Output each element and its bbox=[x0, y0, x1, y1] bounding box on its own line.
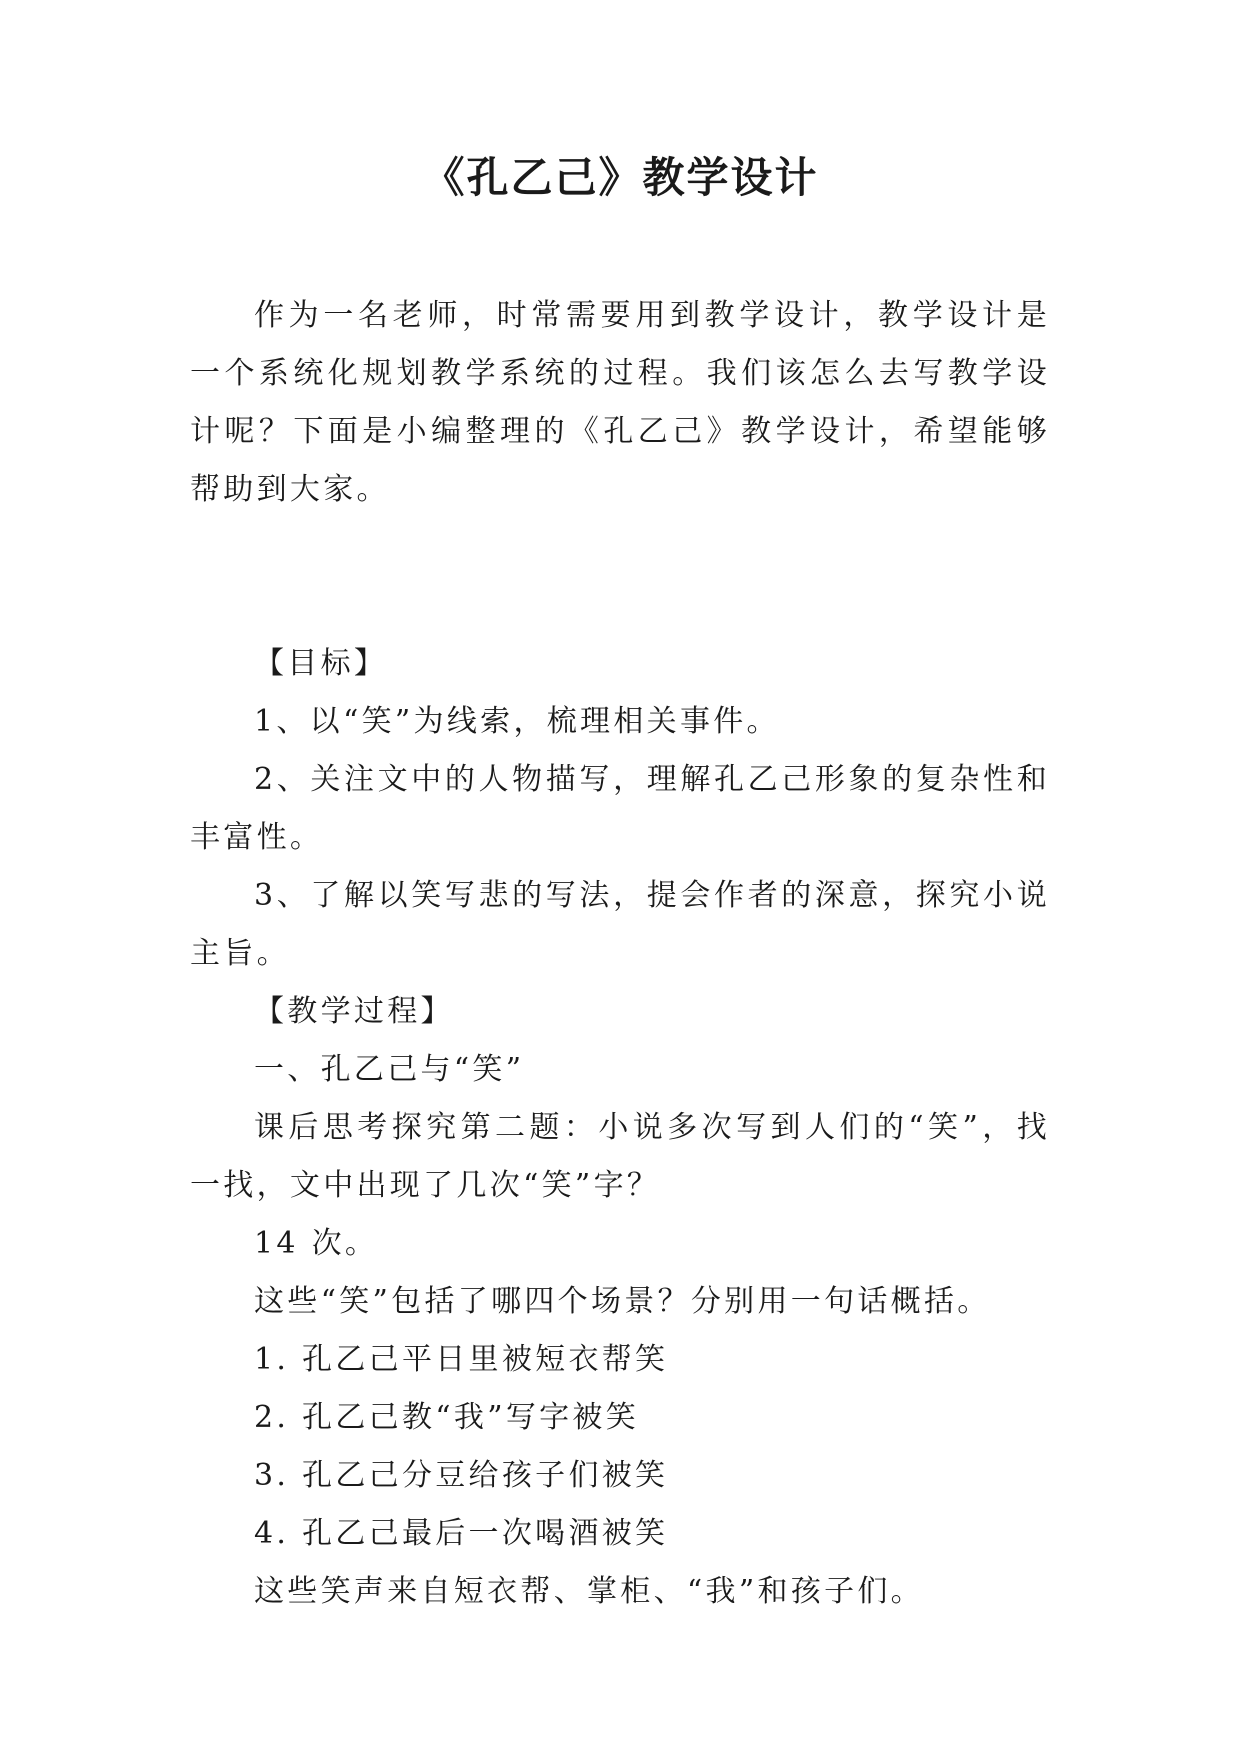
intro-paragraph: 作为一名老师，时常需要用到教学设计，教学设计是一个系统化规划教学系统的过程。我们该怎么去写教学设计呢？下面是小编整理的《孔乙己》教学设计，希望能够帮助到大家。 bbox=[190, 298, 1050, 507]
document-body bbox=[190, 287, 1050, 1621]
section1-heading: 一、孔乙己与“笑” bbox=[254, 1052, 525, 1087]
question2-paragraph: 这些“笑”包括了哪四个场景？分别用一句话概括。 bbox=[254, 1284, 991, 1319]
conclusion-paragraph: 这些笑声来自短衣帮、掌柜、“我”和孩子们。 bbox=[254, 1574, 924, 1609]
goal-item-2: 2、关注文中的人物描写，理解孔乙己形象的复杂性和丰富性。 bbox=[190, 762, 1050, 855]
paragraph-spacer bbox=[190, 519, 1050, 635]
answer-paragraph: 14 次。 bbox=[254, 1226, 379, 1261]
document-title: 《孔乙己》教学设计 bbox=[422, 153, 819, 202]
scene-item-4: 4. 孔乙己最后一次喝酒被笑 bbox=[254, 1516, 669, 1551]
question-paragraph: 课后思考探究第二题：小说多次写到人们的“笑”，找一找，文中出现了几次“笑”字？ bbox=[190, 1110, 1050, 1203]
goals-heading: 【目标】 bbox=[254, 646, 388, 681]
scene-item-2: 2. 孔乙己教“我”写字被笑 bbox=[254, 1400, 640, 1435]
goal-item-3: 3、了解以笑写悲的写法，提会作者的深意，探究小说主旨。 bbox=[190, 878, 1050, 971]
goal-item-1: 1、以“笑”为线索，梳理相关事件。 bbox=[254, 704, 780, 739]
scene-item-3: 3. 孔乙己分豆给孩子们被笑 bbox=[254, 1458, 669, 1493]
process-heading: 【教学过程】 bbox=[254, 994, 454, 1029]
scene-item-1: 1. 孔乙己平日里被短衣帮笑 bbox=[254, 1342, 669, 1377]
